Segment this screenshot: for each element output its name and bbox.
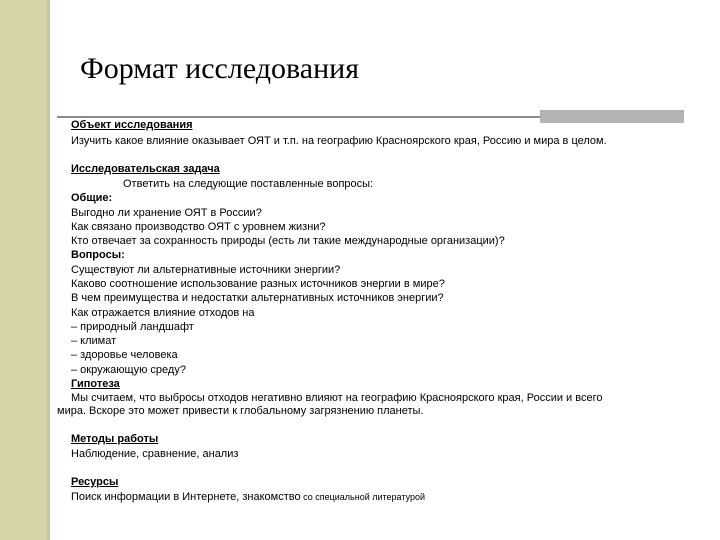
- general-question: Выгодно ли хранение ОЯТ в России?: [71, 207, 262, 219]
- question-item: Как отражается влияние отходов на: [71, 307, 255, 319]
- object-heading: Объект исследования: [71, 119, 193, 131]
- question-item: Каково соотношение использование разных источников энергии в мире?: [71, 278, 445, 290]
- hypothesis-line-2: мира. Вскоре это может привести к глобальному загрязнению планеты.: [57, 405, 424, 417]
- general-label: Общие:: [71, 192, 113, 204]
- hypothesis-line-1: Мы считаем, что выбросы отходов негативно влияют на географию Красноярского края, России и всего: [71, 392, 603, 404]
- left-band-edge: [47, 0, 50, 540]
- hypothesis-heading: Гипотеза: [71, 378, 120, 390]
- resources-heading: Ресурсы: [71, 476, 119, 488]
- question-subitem: – климат: [71, 335, 117, 347]
- resources-text: [71, 490, 425, 504]
- question-subitem: – окружающую среду?: [71, 364, 186, 376]
- question-subitem: – природный ландшафт: [71, 321, 194, 333]
- question-item: В чем преимущества и недостатки альтернативных источников энергии?: [71, 292, 444, 304]
- general-question: Кто отвечает за сохранность природы (есть ли такие международные организации)?: [71, 235, 505, 247]
- resources-text-main: Поиск информации в Интернете, знакомство: [71, 491, 301, 503]
- task-intro: Ответить на следующие поставленные вопросы:: [123, 178, 374, 190]
- questions-label: Вопросы:: [71, 249, 125, 261]
- task-heading: Исследовательская задача: [71, 163, 220, 175]
- page-title: Формат исследования: [80, 52, 360, 85]
- resources-text-small: со специальной литературой: [300, 492, 426, 502]
- general-question: Как связано производство ОЯТ с уровнем жизни?: [71, 221, 326, 233]
- methods-text: Наблюдение, сравнение, анализ: [71, 448, 239, 460]
- left-decorative-band: [0, 0, 47, 540]
- methods-heading: Методы работы: [71, 433, 159, 445]
- object-text: Изучить какое влияние оказывает ОЯТ и т.п. на географию Красноярского края, Россию и мира в целом.: [71, 135, 607, 147]
- divider-accent-box: [540, 110, 684, 123]
- question-subitem: – здоровье человека: [71, 349, 178, 361]
- question-item: Существуют ли альтернативные источники энергии?: [71, 264, 341, 276]
